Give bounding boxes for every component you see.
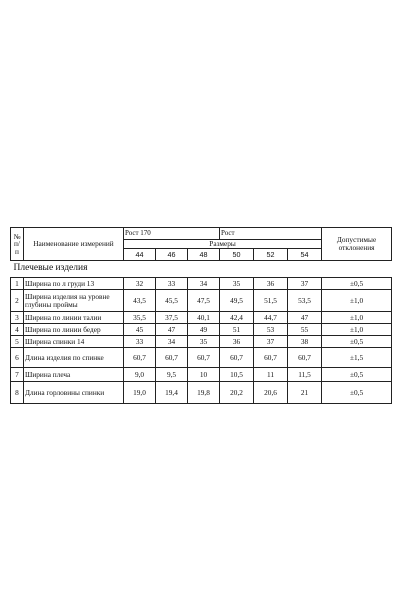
row-tolerance: ±1,5 [322, 348, 392, 368]
name-header: Наименование измерений [24, 228, 124, 261]
row-number: 3 [11, 312, 24, 324]
table-row [11, 278, 392, 290]
cell-value: 21 [288, 382, 322, 404]
tolerance-header: Допустимые отклонения [322, 228, 392, 261]
cell-value: 33 [156, 278, 188, 290]
cell-value: 35 [220, 278, 254, 290]
cell-value: 53,5 [288, 290, 322, 312]
cell-value: 9,0 [124, 368, 156, 382]
cell-value: 42,4 [220, 312, 254, 324]
growth-170-header: Рост 170 [124, 228, 220, 240]
row-number: 6 [11, 348, 24, 368]
size-52: 52 [254, 249, 288, 261]
row-name: Ширина изделия на уровне глубины проймы [24, 290, 124, 312]
cell-value: 45,5 [156, 290, 188, 312]
cell-value: 36 [254, 278, 288, 290]
cell-value: 33 [124, 336, 156, 348]
table-row [11, 348, 392, 368]
row-tolerance: ±1,0 [322, 324, 392, 336]
row-name: Длина изделия по спинке [24, 348, 124, 368]
cell-value: 60,7 [220, 348, 254, 368]
cell-value: 20,2 [220, 382, 254, 404]
cell-value: 53 [254, 324, 288, 336]
size-50: 50 [220, 249, 254, 261]
row-name: Ширина по линии талии [24, 312, 124, 324]
size-54: 54 [288, 249, 322, 261]
row-tolerance: ±0,5 [322, 382, 392, 404]
table-row [11, 290, 392, 312]
cell-value: 19,8 [188, 382, 220, 404]
cell-value: 49 [188, 324, 220, 336]
table-row [11, 324, 392, 336]
cell-value: 10 [188, 368, 220, 382]
cell-value: 10,5 [220, 368, 254, 382]
row-number: 4 [11, 324, 24, 336]
row-name: Ширина спинки 14 [24, 336, 124, 348]
row-tolerance: ±0,5 [322, 278, 392, 290]
cell-value: 40,1 [188, 312, 220, 324]
cell-value: 60,7 [188, 348, 220, 368]
cell-value: 34 [188, 278, 220, 290]
cell-value: 60,7 [156, 348, 188, 368]
cell-value: 37 [288, 278, 322, 290]
size-44: 44 [124, 249, 156, 261]
cell-value: 37,5 [156, 312, 188, 324]
row-number: 5 [11, 336, 24, 348]
cell-value: 32 [124, 278, 156, 290]
row-name: Ширина по л груди 13 [24, 278, 124, 290]
cell-value: 11 [254, 368, 288, 382]
row-number: 2 [11, 290, 24, 312]
size-48: 48 [188, 249, 220, 261]
growth-header: Рост [220, 228, 322, 240]
table-row [11, 382, 392, 404]
row-tolerance: ±0,5 [322, 336, 392, 348]
cell-value: 19,0 [124, 382, 156, 404]
table-row [11, 336, 392, 348]
sizes-header: Размеры [124, 240, 322, 249]
row-name: Длина горловины спинки [24, 382, 124, 404]
cell-value: 35 [188, 336, 220, 348]
cell-value: 60,7 [124, 348, 156, 368]
row-number: 8 [11, 382, 24, 404]
measurements-table [10, 227, 392, 404]
cell-value: 37 [254, 336, 288, 348]
table-row [11, 312, 392, 324]
cell-value: 20,6 [254, 382, 288, 404]
cell-value: 55 [288, 324, 322, 336]
cell-value: 11,5 [288, 368, 322, 382]
cell-value: 34 [156, 336, 188, 348]
cell-value: 9,5 [156, 368, 188, 382]
cell-value: 47,5 [188, 290, 220, 312]
cell-value: 43,5 [124, 290, 156, 312]
table-row [11, 368, 392, 382]
num-header: № п/ п [11, 228, 24, 261]
row-number: 1 [11, 278, 24, 290]
row-tolerance: ±1,0 [322, 290, 392, 312]
row-name: Ширина плеча [24, 368, 124, 382]
cell-value: 51,5 [254, 290, 288, 312]
size-46: 46 [156, 249, 188, 261]
row-tolerance: ±0,5 [322, 368, 392, 382]
cell-value: 19,4 [156, 382, 188, 404]
cell-value: 47 [288, 312, 322, 324]
cell-value: 36 [220, 336, 254, 348]
row-tolerance: ±1,0 [322, 312, 392, 324]
cell-value: 60,7 [254, 348, 288, 368]
cell-value: 60,7 [288, 348, 322, 368]
section-title: Плечевые изделия [11, 261, 392, 278]
cell-value: 44,7 [254, 312, 288, 324]
cell-value: 49,5 [220, 290, 254, 312]
cell-value: 51 [220, 324, 254, 336]
cell-value: 38 [288, 336, 322, 348]
row-name: Ширина по линии бедер [24, 324, 124, 336]
row-number: 7 [11, 368, 24, 382]
cell-value: 35,5 [124, 312, 156, 324]
cell-value: 45 [124, 324, 156, 336]
cell-value: 47 [156, 324, 188, 336]
